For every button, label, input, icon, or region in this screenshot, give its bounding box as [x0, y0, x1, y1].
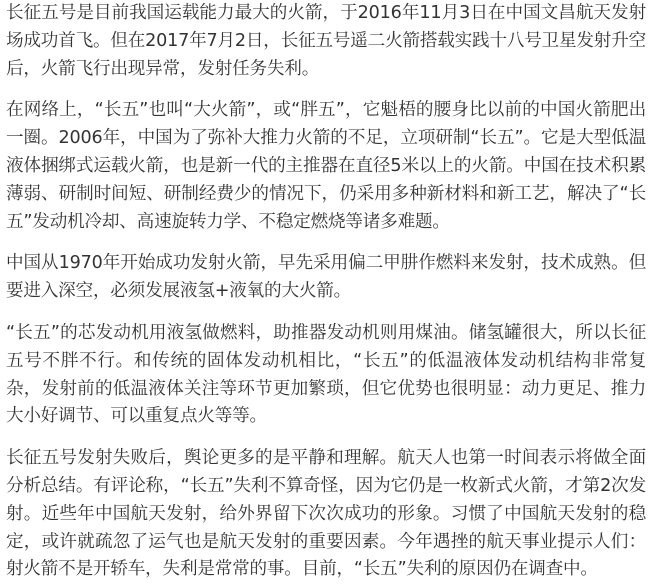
paragraph-engine-design: “长五”的芯发动机用液氢做燃料，助推器发动机则用煤油。储氢罐很大，所以长征五号不胖不行。和传统的固体发动机相比，“长五”的低温液体发动机结构非常复杂，发射前的低温液体关注等环节更加繁琐，但它优势也很明显：动力更足、推力大小好调节、可以重复点火等等。	[6, 322, 646, 427]
paragraph-first-launch: 长征五号是目前我国运载能力最大的火箭，于2016年11月3日在中国文昌航天发射场成功首飞。但在2017年7月2日，长征五号遥二火箭搭载实践十八号卫星发射升空后，火箭飞行出现异常，发射任务失利。	[6, 3, 646, 79]
paragraph-nickname-history: 在网络上，“长五”也叫“大火箭”，或“胖五”，它魁梧的腰身比以前的中国火箭肥出一圈。2006年，中国为了弥补大推力火箭的不足，立项研制“长五”。它是大型低温液体捆绑式运载火箭，也是新一代的主推器在直径5米以上的火箭。中国在技术积累薄弱、研制时间短、研制经费少的情况下，仍采用多种新材料和新工艺，解决了“长五”发动机冷却、高速旋转力学、不稳定燃烧等诸多难题。	[6, 100, 646, 232]
paragraph-fuel-history: 中国从1970年开始成功发射火箭，早先采用偏二甲肼作燃料来发射，技术成熟。但要进入深空，必须发展液氢+液氧的大火箭。	[6, 253, 646, 302]
paragraph-failure-reaction: 长征五号发射失败后，舆论更多的是平静和理解。航天人也第一时间表示将做全面分析总结。有评论称，“长五”失利不算奇怪，因为它仍是一枚新式火箭，才第2次发射。近些年中国航天发射，给外界留下次次成功的形象。习惯了中国航天发射的稳定，或许就疏忽了运气也是航天发射的重要因素。今年遇挫的航天事业提示人们：射火箭不是开轿车，失利是常常的事。目前，“长五”失利的原因仍在调查中。	[6, 448, 646, 580]
